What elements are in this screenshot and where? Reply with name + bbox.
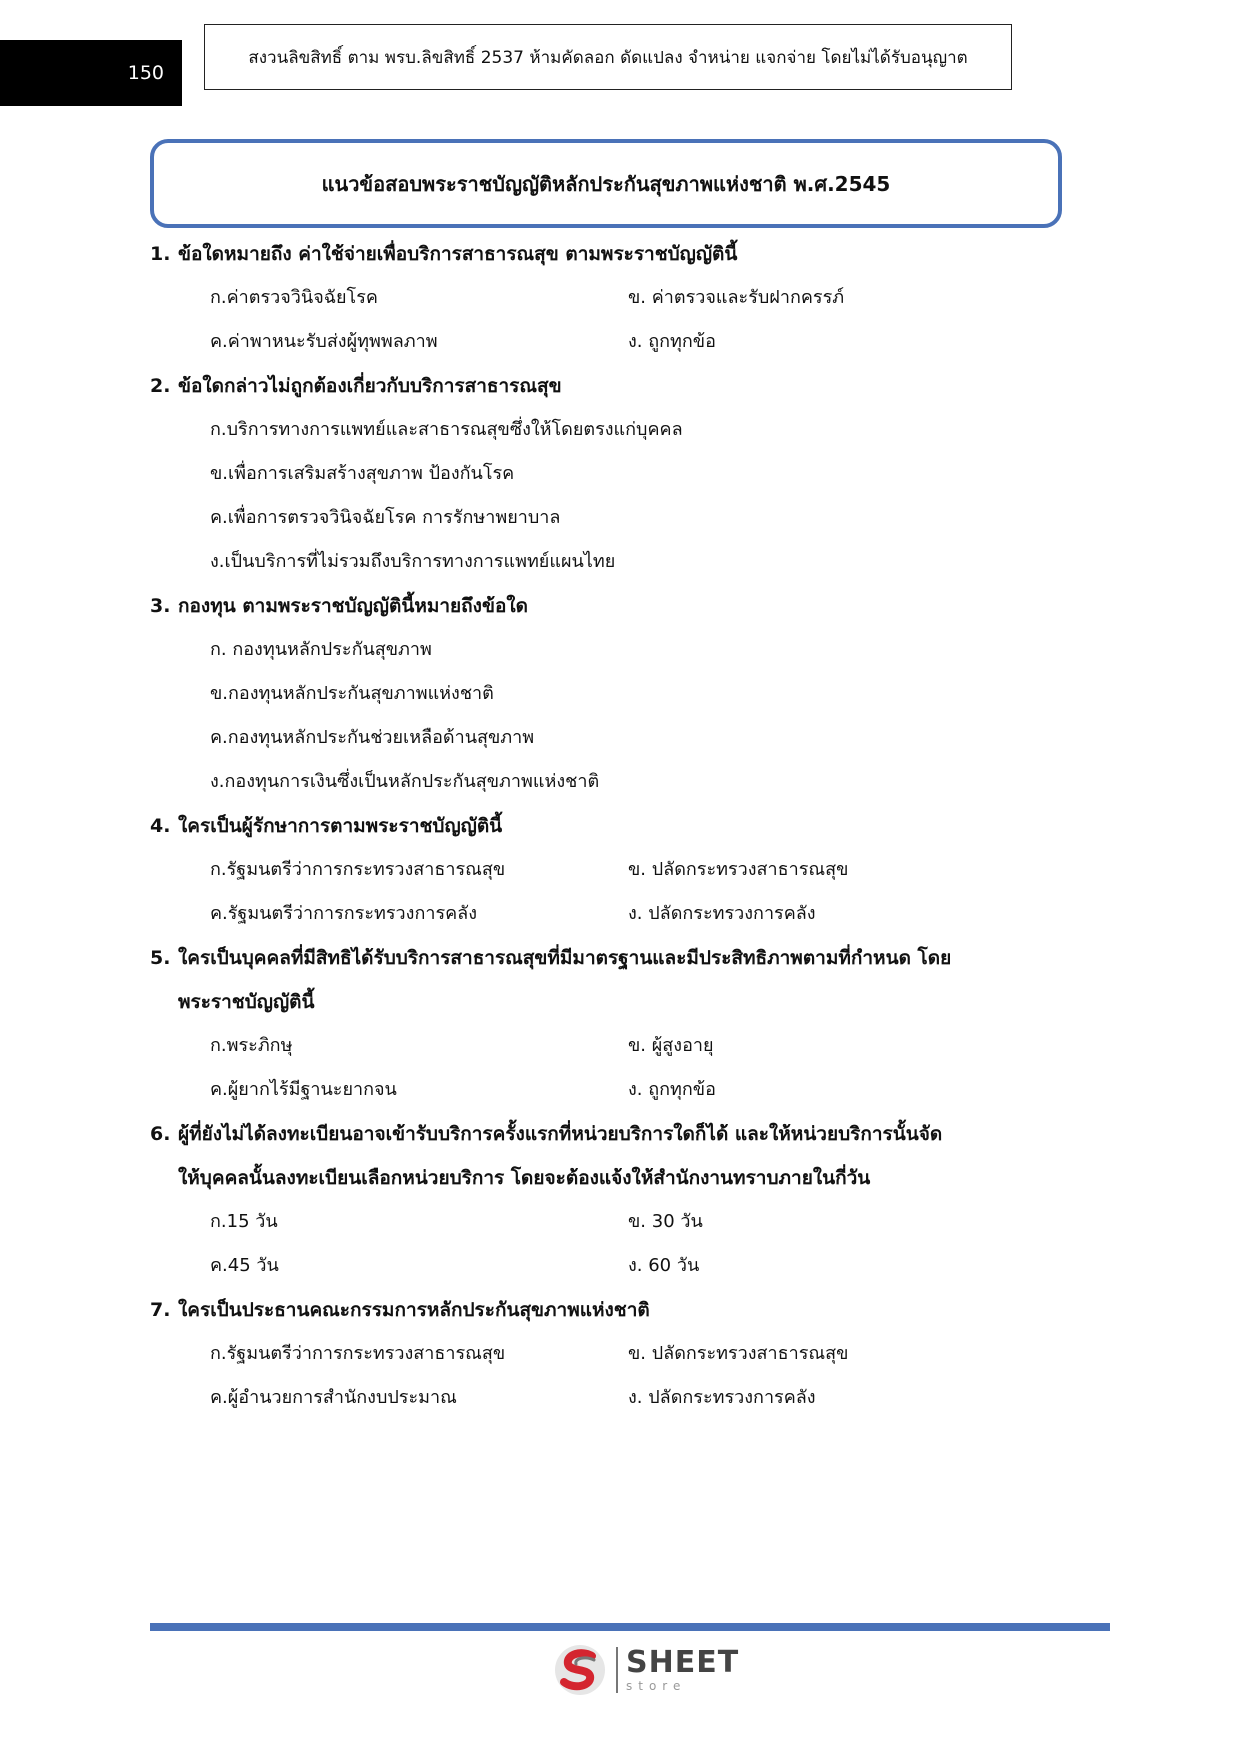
sheet-store-logo: [552, 1640, 739, 1700]
option-b: ข.กองทุนหลักประกันสุขภาพแห่งชาติ: [210, 683, 494, 704]
question-3: [150, 584, 1070, 804]
option-c: ค.กองทุนหลักประกันช่วยเหลือด้านสุขภาพ: [210, 727, 535, 748]
option-b: ข. ปลัดกระทรวงสาธารณสุข: [628, 859, 849, 880]
option-a: ก.พระภิกษุ: [210, 1035, 293, 1056]
question-stem: 7. ใครเป็นประธานคณะกรรมการหลักประกันสุขภาพแห่งชาติ: [150, 1299, 650, 1321]
option-c: ค.ค่าพาหนะรับส่งผู้ทุพพลภาพ: [210, 331, 438, 352]
question-stem: 6. ผู้ที่ยังไม่ได้ลงทะเบียนอาจเข้ารับบริการครั้งแรกที่หน่วยบริการใดก็ได้ และให้หน่วยบริการนั้นจัด: [150, 1123, 943, 1145]
question-stem: 3. กองทุน ตามพระราชบัญญัตินี้หมายถึงข้อใด: [150, 595, 528, 617]
question-2: [150, 364, 1070, 584]
logo-divider: [616, 1647, 618, 1693]
question-stem: 4. ใครเป็นผู้รักษาการตามพระราชบัญญัตินี้: [150, 815, 503, 837]
question-stem: 2. ข้อใดกล่าวไม่ถูกต้องเกี่ยวกับบริการสาธารณสุข: [150, 375, 562, 397]
question-list: [150, 232, 1070, 1420]
option-b: ข. ผู้สูงอายุ: [628, 1035, 714, 1056]
option-b: ข. ปลัดกระทรวงสาธารณสุข: [628, 1343, 849, 1364]
option-c: ค.เพื่อการตรวจวินิจฉัยโรค การรักษาพยาบาล: [210, 507, 561, 528]
question-7: [150, 1288, 1070, 1420]
option-d: ง. ปลัดกระทรวงการคลัง: [628, 1387, 816, 1408]
option-row: [150, 892, 1070, 936]
option-c: ค.ผู้ยากไร้มีฐานะยากจน: [210, 1079, 397, 1100]
question-stem: 1. ข้อใดหมายถึง ค่าใช้จ่ายเพื่อบริการสาธารณสุข ตามพระราชบัญญัตินี้: [150, 243, 738, 265]
option-b: ข. ค่าตรวจและรับฝากครรภ์: [628, 287, 845, 308]
logo-word: SHEET: [626, 1645, 740, 1680]
option-d: ง.เป็นบริการที่ไม่รวมถึงบริการทางการแพทย์แผนไทย: [210, 551, 616, 572]
option-row: [150, 1376, 1070, 1420]
option-row: [150, 1200, 1070, 1244]
option-row: [150, 1024, 1070, 1068]
option-d: ง.กองทุนการเงินซึ่งเป็นหลักประกันสุขภาพแห่งชาติ: [210, 771, 600, 792]
page-number-tab: [0, 40, 182, 106]
footer-divider: [150, 1623, 1110, 1631]
question-1: [150, 232, 1070, 364]
option-row: [150, 1244, 1070, 1288]
option-a: ก.บริการทางการแพทย์และสาธารณสุขซึ่งให้โดยตรงแก่บุคคล: [210, 419, 683, 440]
option-c: ค.45 วัน: [210, 1255, 279, 1276]
logo-text: [626, 1645, 740, 1693]
option-row: [150, 1068, 1070, 1112]
question-stem: 5. ใครเป็นบุคคลที่มีสิทธิได้รับบริการสาธารณสุขที่มีมาตรฐานและมีประสิทธิภาพตามที่กำหนด โดย: [150, 947, 952, 969]
logo-subtitle: store: [626, 1679, 687, 1693]
page-number: 150: [127, 62, 164, 84]
question-4: [150, 804, 1070, 936]
option-a: ก.15 วัน: [210, 1211, 278, 1232]
option-d: ง. ปลัดกระทรวงการคลัง: [628, 903, 816, 924]
copyright-notice: [204, 24, 1012, 90]
question-stem-continued: พระราชบัญญัตินี้: [178, 991, 315, 1013]
question-5: [150, 936, 1070, 1112]
section-title: แนวข้อสอบพระราชบัญญัติหลักประกันสุขภาพแห่งชาติ พ.ศ.2545: [321, 171, 891, 196]
option-c: ค.รัฐมนตรีว่าการกระทรวงการคลัง: [210, 903, 477, 924]
sheet-store-logo-icon: [552, 1642, 608, 1698]
option-b: ข. 30 วัน: [628, 1211, 703, 1232]
option-c: ค.ผู้อำนวยการสำนักงบประมาณ: [210, 1387, 457, 1408]
option-row: [150, 320, 1070, 364]
copyright-text: สงวนลิขสิทธิ์ ตาม พรบ.ลิขสิทธิ์ 2537 ห้ามคัดลอก ดัดแปลง จำหน่าย แจกจ่าย โดยไม่ได้รับอนุญาต: [248, 47, 968, 68]
option-a: ก.รัฐมนตรีว่าการกระทรวงสาธารณสุข: [210, 859, 506, 880]
option-b: ข.เพื่อการเสริมสร้างสุขภาพ ป้องกันโรค: [210, 463, 515, 484]
option-a: ก.รัฐมนตรีว่าการกระทรวงสาธารณสุข: [210, 1343, 506, 1364]
option-d: ง. ถูกทุกข้อ: [628, 331, 716, 352]
question-6: [150, 1112, 1070, 1288]
option-row: [150, 276, 1070, 320]
option-a: ก.ค่าตรวจวินิจฉัยโรค: [210, 287, 378, 308]
option-d: ง. 60 วัน: [628, 1255, 700, 1276]
section-title-box: [150, 139, 1062, 228]
option-row: [150, 848, 1070, 892]
question-stem-continued: ให้บุคคลนั้นลงทะเบียนเลือกหน่วยบริการ โดยจะต้องแจ้งให้สำนักงานทราบภายในกี่วัน: [178, 1167, 871, 1189]
option-a: ก. กองทุนหลักประกันสุขภาพ: [210, 639, 432, 660]
option-row: [150, 1332, 1070, 1376]
option-d: ง. ถูกทุกข้อ: [628, 1079, 716, 1100]
